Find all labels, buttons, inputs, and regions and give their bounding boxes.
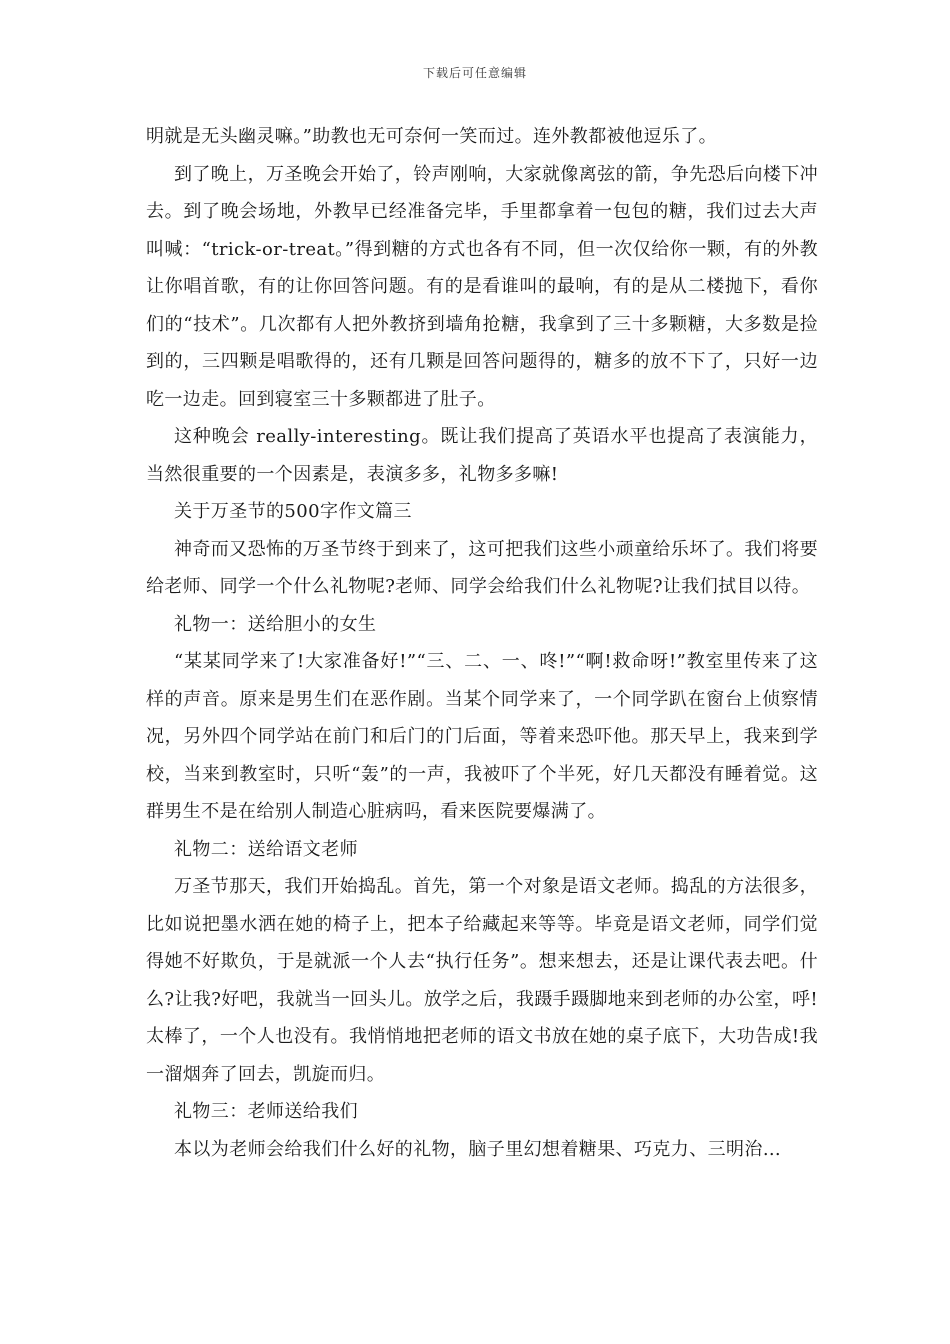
subheading-gift-three: 礼物三：老师送给我们 <box>174 1101 358 1122</box>
paragraph-gift-three: 本以为老师会给我们什么好的礼物，脑子里幻想着糖果、巧克力、三明治… <box>174 1138 782 1160</box>
paragraph-party-summary: 这种晚会 really-interesting。既让我们提高了英语水平也提高了表演能力，当然很重要的一个因素是，表演多多，礼物多多嘛! <box>146 426 818 485</box>
paragraph-halloween-party: 到了晚上，万圣晚会开始了，铃声刚响，大家就像离弦的箭，争先恐后向楼下冲去。到了晚会场地，外教早已经准备完毕，手里都拿着一包包的糖，我们过去大声叫喊：“trick-or-treat。”得到糖的方式也各有不同，但一次仅给你一颗，有的外教让你唱首歌，有的让你回答问题。有的是看谁叫的最响，有的是从二楼抛下，看你们的“技术”。几次都有人把外教挤到墙角抢糖，我拿到了三十多颗糖，大多数是捡到的，三四颗是唱歌得的，还有几颗是回答问题得的，糖多的放不下了，只好一边吃一边走。回到寝室三十多颗都进了肚子。 <box>146 163 818 410</box>
paragraph-essay-intro: 神奇而又恐怖的万圣节终于到来了，这可把我们这些小顽童给乐坏了。我们将要给老师、同学一个什么礼物呢?老师、同学会给我们什么礼物呢?让我们拭目以待。 <box>146 538 818 597</box>
page-header: 下载后可任意编辑 <box>422 66 527 80</box>
subheading-gift-one: 礼物一：送给胆小的女生 <box>174 613 377 635</box>
paragraph-gift-one: “某某同学来了!大家准备好!”“三、二、一、咚!”“啊!救命呀!”教室里传来了这样的声音。原来是男生们在恶作剧。当某个同学来了，一个同学趴在窗台上侦察情况，另外四个同学站在前门和后门的门后面，等着来恐吓他。那天早上，我来到学校，当来到教室时，只听“轰”的一声，我被吓了个半死，好几天都没有睡着觉。这群男生不是在给别人制造心脏病吗，看来医院要爆满了。 <box>146 651 818 822</box>
paragraph-gift-two: 万圣节那天，我们开始捣乱。首先，第一个对象是语文老师。捣乱的方法很多，比如说把墨水洒在她的椅子上，把本子给藏起来等等。毕竟是语文老师，同学们觉得她不好欺负，于是就派一个人去“执行任务”。想来想去，还是让课代表去吧。什么?让我?好吧，我就当一回头儿。放学之后，我蹑手蹑脚地来到老师的办公室，呼!太棒了，一个人也没有。我悄悄地把老师的语文书放在她的桌子底下，大功告成!我一溜烟奔了回去，凯旋而归。 <box>146 876 818 1085</box>
subheading-gift-two: 礼物二：送给语文老师 <box>174 838 358 860</box>
document-body <box>146 118 818 1168</box>
section-heading-essay-three: 关于万圣节的500字作文篇三 <box>174 501 412 522</box>
paragraph-continuation: 明就是无头幽灵嘛。”助教也无可奈何一笑而过。连外教都被他逗乐了。 <box>146 126 717 147</box>
